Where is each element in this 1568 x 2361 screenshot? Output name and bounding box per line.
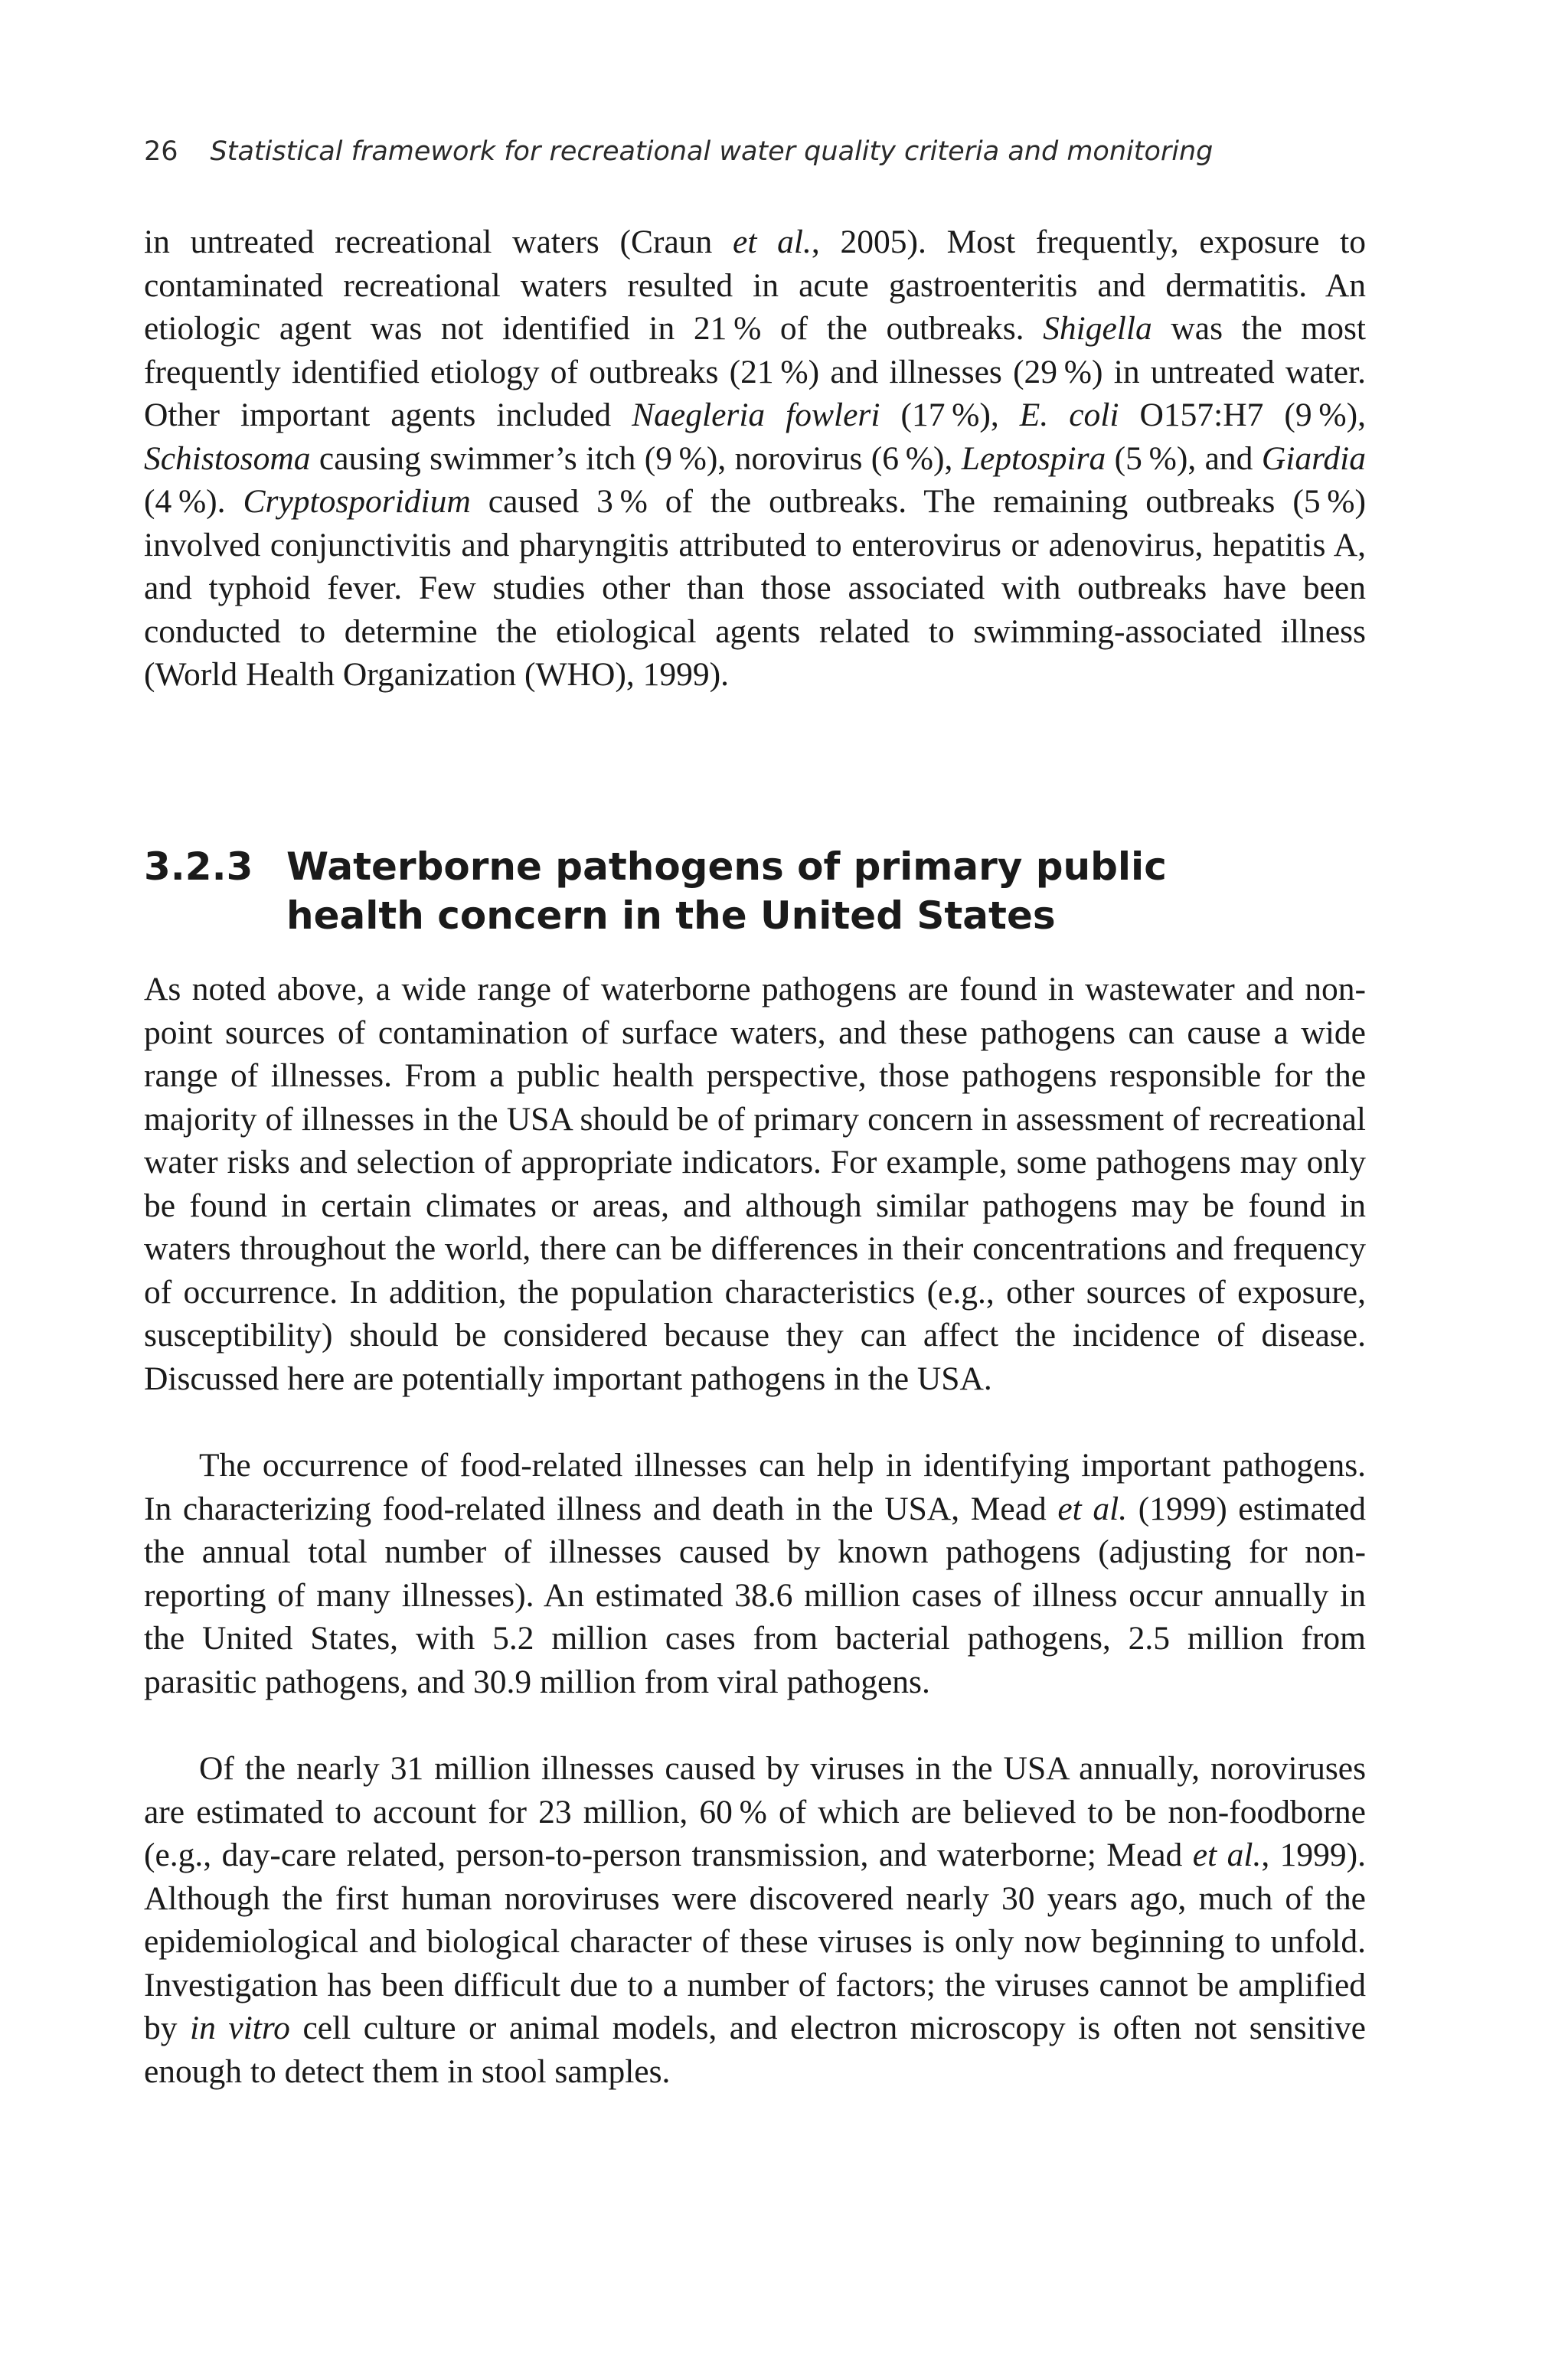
section-title: Waterborne pathogens of primary public health concern in the United States [286, 844, 1167, 938]
paragraph-pathogens-overview: As noted above, a wide range of waterborne pathogens are found in wastewater and non-point sources of contamination of surface waters, and these pathogens can cause a wide range of illnesses. From a public health perspective, those pathogens responsible for the majority of illnesses in the USA should be of primary concern in assessment of recreational water risks and selection of appropriate indicators. For example, some pathogens may only be found in certain climates or areas, and although similar pathogens may be found in waters throughout the world, there can be differences in their concentrations and frequency of occurrence. In addition, the population characteristics (e.g., other sources of exposure, susceptibility) should be considered because they can affect the incidence of disease. Discussed here are potentially important pathogens in the USA. [144, 971, 1366, 1397]
paragraph-noroviruses: Of the nearly 31 million illnesses caused by viruses in the USA annually, noroviruses are estimated to account for 23 million, 60 % of which are believed to be non-foodborne (e.g., day-care related, person-to-person transmission, and waterborne; Mead et al., 1999). Although the first human noroviruses were discovered nearly 30 years ago, much of the epidemiological and biological character of these viruses is only now beginning to unfold. Investigation has been difficult due to a number of factors; the viruses cannot be amplified by in vitro cell culture or animal models, and electron microscopy is often not sensitive enough to detect them in stool samples. [144, 1750, 1367, 2090]
page-number: 26 [144, 136, 178, 167]
paragraph-food-related-illnesses: The occurrence of food-related illnesses can help in identifying important pathogens. In characterizing food-related illness and death in the USA, Mead et al. (1999) estimated the annual total number of illnesses caused by known pathogens (adjusting for non-reporting of many illnesses). An estimated 38.6 million cases of illness occur annually in the United States, with 5.2 million cases from bacterial pathogens, 2.5 million from parasitic pathogens, and 30.9 million from viral pathogens. [144, 1447, 1367, 1700]
running-head-title: Statistical framework for recreational water quality criteria and monitoring [210, 136, 1214, 167]
running-head [144, 136, 1400, 167]
section-number: 3.2.3 [144, 844, 253, 889]
paragraph-outbreaks: in untreated recreational waters (Craun et al., 2005). Most frequently, exposure to contaminated recreational waters resulted in acute gastroenteritis and dermatitis. An etiologic agent was not identified in 21 % of the outbreaks. Shigella was the most frequently identified etiology of outbreaks (21 %) and illnesses (29 %) in untreated water. Other important agents included Naegleria fowleri (17 %), E. coli O157:H7 (9 %), Schistosoma causing swimmer’s itch (9 %), norovirus (6 %), Leptospira (5 %), and Giardia (4 %). Cryptosporidium caused 3 % of the outbreaks. The remaining outbreaks (5 %) involved conjunctivitis and pharyngitis attributed to enterovirus or adenovirus, hepatitis A, and typhoid fever. Few studies other than those associated with outbreaks have been conducted to determine the etiological agents related to swimming-associated illness (World Health Organization (WHO), 1999). [144, 224, 1366, 693]
